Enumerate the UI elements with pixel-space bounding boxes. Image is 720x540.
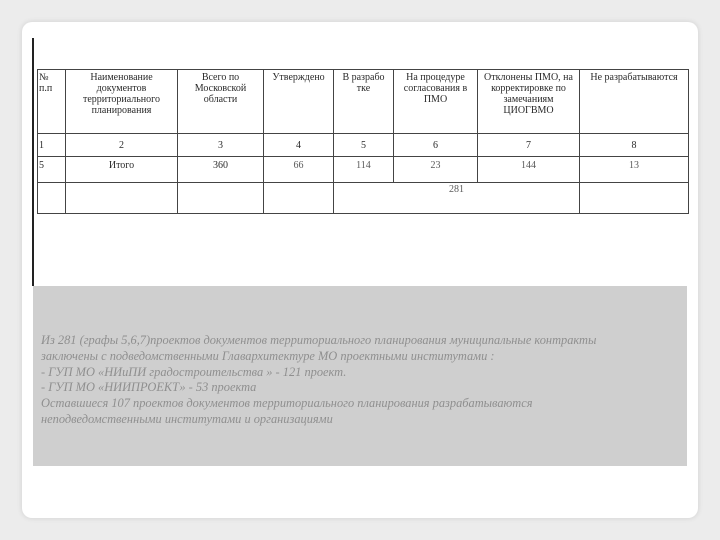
header-cell: Утверждено (264, 70, 334, 134)
header-cell: № п.п (38, 70, 66, 134)
table-cell (580, 183, 689, 214)
header-cell: На процедуре согласования в ПМО (394, 70, 478, 134)
note-line: Оставшиеся 107 проектов документов территориального планирования разрабатываются (41, 396, 533, 411)
scan-edge-line (32, 38, 34, 286)
table-cell: 13 (580, 157, 689, 183)
header-cell: Отклонены ПМО, на корректировке по замечаниям ЦИОГВМО (478, 70, 580, 134)
table-cell: 3 (178, 134, 264, 157)
table-cell: 7 (478, 134, 580, 157)
table-cell: 66 (264, 157, 334, 183)
table-cell: 144 (478, 157, 580, 183)
note-text (41, 333, 681, 428)
note-line: Из 281 (графы 5,6,7)проектов документов территориального планирования муниципальные контракты (41, 333, 597, 347)
statistics-table (37, 69, 689, 214)
sum-cell (334, 183, 580, 214)
table-cell: 2 (66, 134, 178, 157)
table-cell: 114 (334, 157, 394, 183)
table-cell: 23 (394, 157, 478, 183)
table-cell: Итого (66, 157, 178, 183)
table-cell: 4 (264, 134, 334, 157)
header-cell: Не разрабатываются (580, 70, 689, 134)
table-cell: 1 (38, 134, 66, 157)
table-cell: 5 (38, 157, 66, 183)
table-cell (264, 183, 334, 214)
table-numbering-row (38, 134, 689, 157)
table-cell: 5 (334, 134, 394, 157)
header-cell: В разрабо тке (334, 70, 394, 134)
table-cell: 6 (394, 134, 478, 157)
table-cell (66, 183, 178, 214)
table-cell: 360 (178, 157, 264, 183)
sum-value: 281 (449, 184, 464, 195)
note-panel (33, 286, 687, 466)
table-sum-row (38, 183, 689, 214)
note-line: неподведомственными институтами и организациями (41, 411, 333, 426)
table-cell (178, 183, 264, 214)
note-line: заключены с подведомственными Главархитектуре МО проектными институтами : (41, 348, 495, 363)
header-cell: Наименование документов территориального планирования (66, 70, 178, 134)
table-cell: 8 (580, 134, 689, 157)
header-cell: Всего по Московской области (178, 70, 264, 134)
table-cell (38, 183, 66, 214)
note-line: - ГУП МО «НИиПИ градостроительства » - 121 проект. (41, 364, 347, 379)
table-header-row (38, 70, 689, 134)
note-line: - ГУП МО «НИИПРОЕКТ» - 53 проекта (41, 380, 257, 395)
table-total-row (38, 157, 689, 183)
scanned-table-image (32, 38, 688, 286)
